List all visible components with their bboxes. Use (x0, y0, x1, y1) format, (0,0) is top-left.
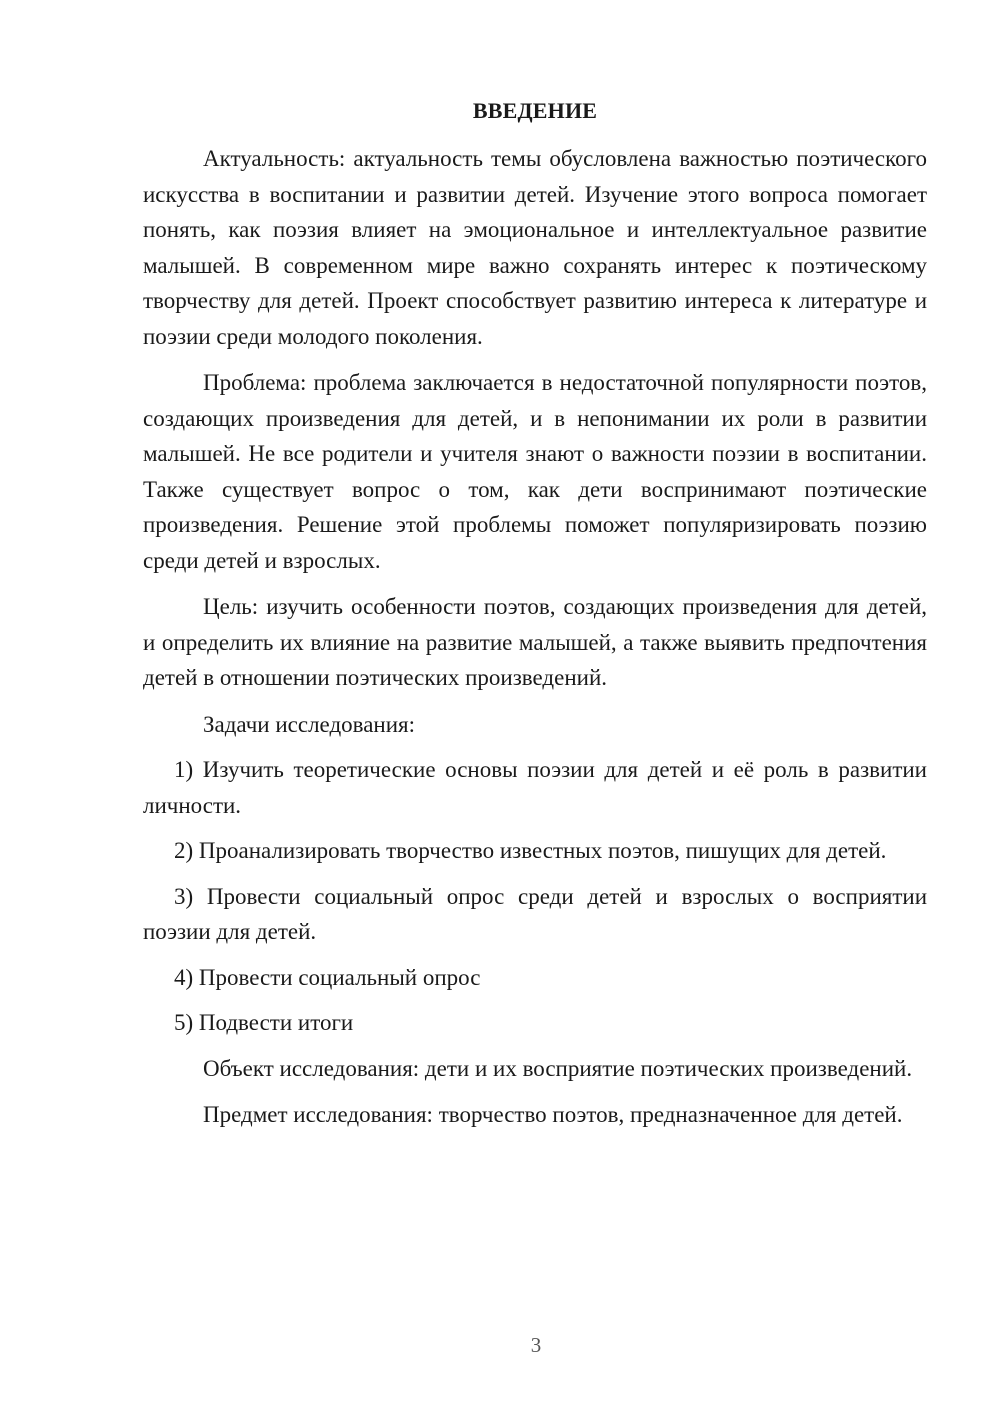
relevance-paragraph: Актуальность: актуальность темы обусловлена важностью поэтического искусства в воспитании и развитии детей. Изучение этого вопроса помогает понять, как поэзия влияет на эмоциональное и интеллектуальное развитие малышей. В современном мире важно сохранять интерес к поэтическому творчеству для детей. Проект способствует развитию интереса к литературе и поэзии среди молодого поколения. (143, 146, 927, 349)
tasks-title: Задачи исследования: (203, 711, 416, 737)
object-paragraph: Объект исследования: дети и их восприятие поэтических произведений. (203, 1055, 913, 1081)
task-item: 3) Провести социальный опрос среди детей и взрослых о восприятии поэзии для детей. (143, 883, 927, 944)
page-content (143, 93, 927, 1144)
task-item: 1) Изучить теоретические основы поэзии для детей и её роль в развитии личности. (143, 757, 927, 818)
task-item: 4) Провести социальный опрос (174, 964, 481, 990)
problem-paragraph: Проблема: проблема заключается в недостаточной популярности поэтов, создающих произведения для детей, и в непонимании их роли в развитии малышей. Не все родители и учителя знают о важности поэзии в воспитании. Также существует вопрос о том, как дети воспринимают поэтические произведения. Решение этой проблемы поможет популяризировать поэзию среди детей и взрослых. (143, 370, 927, 573)
task-item: 5) Подвести итоги (174, 1010, 354, 1035)
page-number: 3 (530, 1333, 542, 1357)
task-item: 2) Проанализировать творчество известных поэтов, пишущих для детей. (174, 838, 887, 863)
subject-paragraph: Предмет исследования: творчество поэтов, предназначенное для детей. (203, 1102, 903, 1127)
goal-paragraph: Цель: изучить особенности поэтов, создающих произведения для детей, и определить их влияние на развитие малышей, а также выявить предпочтения детей в отношении поэтических произведений. (143, 594, 927, 690)
section-heading: ВВЕДЕНИЕ (472, 98, 598, 123)
